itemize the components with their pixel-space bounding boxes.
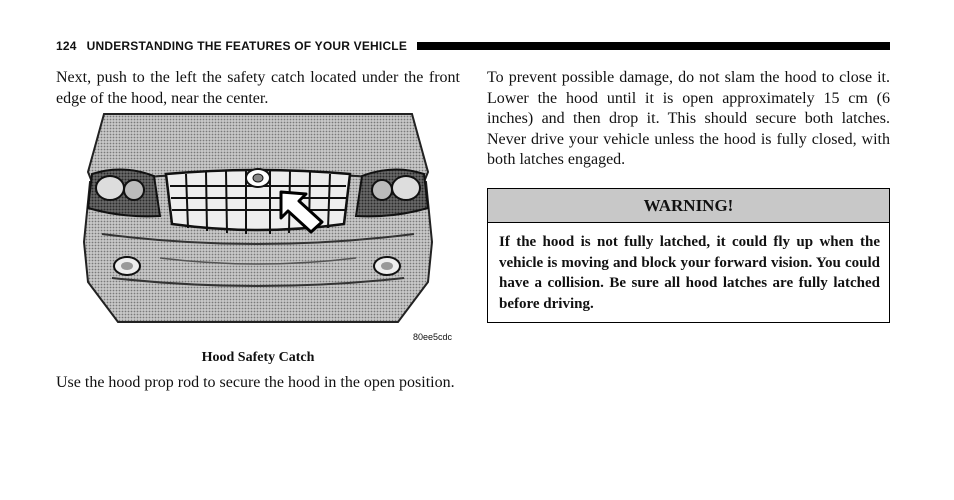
warning-title: WARNING! xyxy=(488,189,889,223)
page-header xyxy=(56,38,890,54)
page-number: 124 xyxy=(56,39,77,53)
left-paragraph-1: Next, push to the left the safety catch located under the front edge of the hood, near the center. xyxy=(56,69,460,107)
left-paragraph-2: Use the hood prop rod to secure the hood in the open position. xyxy=(56,374,455,391)
warning-text: If the hood is not fully latched, it could fly up when the vehicle is moving and block your forward vision. You could have a collision. Be sure all hood latches are fully latched before driving. xyxy=(499,234,880,312)
figure-caption: Hood Safety Catch xyxy=(201,350,315,365)
right-paragraph-1: To prevent possible damage, do not slam the hood to close it. Lower the hood until it is open approximately 15 cm (6 inches) and then drop it. This should secure both latches. Never drive your vehicle unless the hood is fully closed, with both latches engaged. xyxy=(487,69,890,168)
warning-box xyxy=(487,188,890,323)
figure-code: 80ee5cdc xyxy=(413,332,453,342)
hood-safety-catch-illustration xyxy=(82,112,434,324)
header-rule xyxy=(417,42,890,50)
section-title: UNDERSTANDING THE FEATURES OF YOUR VEHICLE xyxy=(86,39,408,53)
